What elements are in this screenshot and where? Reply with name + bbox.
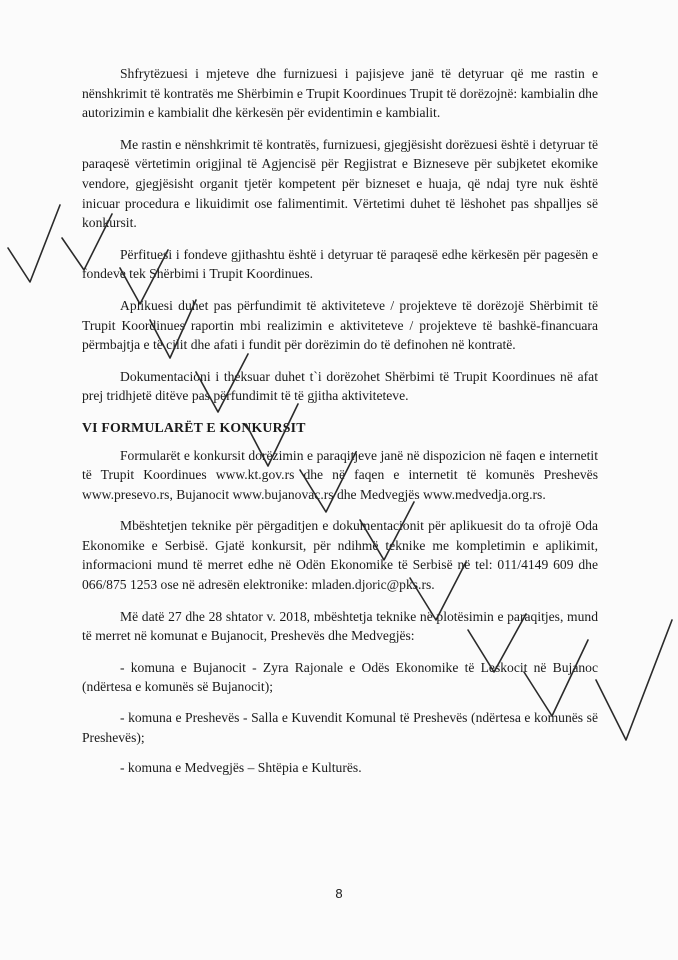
paragraph-forms: Formularët e konkursit dorëzimin e paraqitjeve janë në dispozicion në faqen e internetit të Trupit Koordinues www.kt.gov.rs dhe në faqen e internetit të komunës Preshevës www.presevo.rs, Bujanocit www.bujanovac.rs dhe Medvegjës www.medvedja.org.rs. xyxy=(82,447,598,502)
checkmark-1 xyxy=(8,205,60,282)
list-item-presheve: - komuna e Preshevës - Salla e Kuvendit Komunal të Preshevës (ndërtesa e komunës së Preshevës); xyxy=(82,710,598,745)
paragraph-report: Aplikuesi duhet pas përfundimit të aktiviteteve / projekteve të dorëzojë Shërbimit të Trupit Koordinues raportin mbi realizimin e aktiviteteve / projekteve të bashkë-financuara përmbajtja e të cilit dhe afati i fundit për dorëzimin do të definohen në kontratë. xyxy=(82,297,598,353)
paragraph-deadline: Dokumentacioni i theksuar duhet t`i dorëzohet Shërbimi të Trupit Koordinues në afat prej tridhjetë ditëve pas përfundimit të të gjitha aktiviteteve. xyxy=(82,368,598,404)
list-item-bujanoc: - komuna e Bujanocit - Zyra Rajonale e Odës Ekonomike të Leskocit në Bujanoc (ndërtesa e komunës së Bujanocit); xyxy=(82,659,598,695)
page-number: 8 xyxy=(335,886,343,901)
paragraph-technical-support: Mbështetjen teknike për përgaditjen e dokumentacionit për aplikuesit do ta ofrojë Oda Ekonomike e Serbisë. Gjatë konkursit, për ndihmë teknike me kompletimin e aplikimit, informacioni mund të merret edhe në Odën Ekonomike të Serbisë në tel: 011/4149 609 dhe 066/875 1253 ose në adresën elektronike: mladen.djoric@pks.rs. xyxy=(82,518,598,593)
section-heading: VI FORMULARËT E KONKURSIT xyxy=(82,419,306,435)
list-item-medvegje: - komuna e Medvegjës – Shtëpia e Kulturës. xyxy=(120,760,362,776)
paragraph-payment-request: Përfituesi i fondeve gjithashtu është i detyruar të paraqesë edhe kërkesën për pagesën e fondeve tek Shërbimi i Trupit Koordinues. xyxy=(82,246,598,282)
paragraph-support-dates: Më datë 27 dhe 28 shtator v. 2018, mbështetja teknike në plotësimin e paraqitjes, mund të merret në komunat e Bujanocit, Preshevës dhe Medvegjës: xyxy=(82,608,598,644)
paragraph-certificate: Me rastin e nënshkrimit të kontratës, furnizuesi, gjegjësisht dorëzuesi është i detyruar të paraqesë vërtetimin origjinal të Agjencisë për Regjistrat e Bizneseve për subjketet ekomike vendore, gjegjësisht organit tjetër kompetent për bizneset e huaja, që ndaj tyre nuk është inicuar procedura e likuidimit ose falimentimit. Vërtetimi duhet të lëshohet pas shpalljes së konkursit. xyxy=(82,136,598,231)
paragraph-guarantee: Shfrytëzuesi i mjeteve dhe furnizuesi i pajisjeve janë të detyruar që me rastin e nënshkrimit të kontratës me Shërbimin e Trupit Koordinues Trupit të dorëzojnë: kambialin dhe autorizimin e kambialit dhe kërkesën për evidentimin e kambialit. xyxy=(82,66,598,121)
page-content xyxy=(82,64,598,789)
checkmark-12 xyxy=(596,620,672,740)
